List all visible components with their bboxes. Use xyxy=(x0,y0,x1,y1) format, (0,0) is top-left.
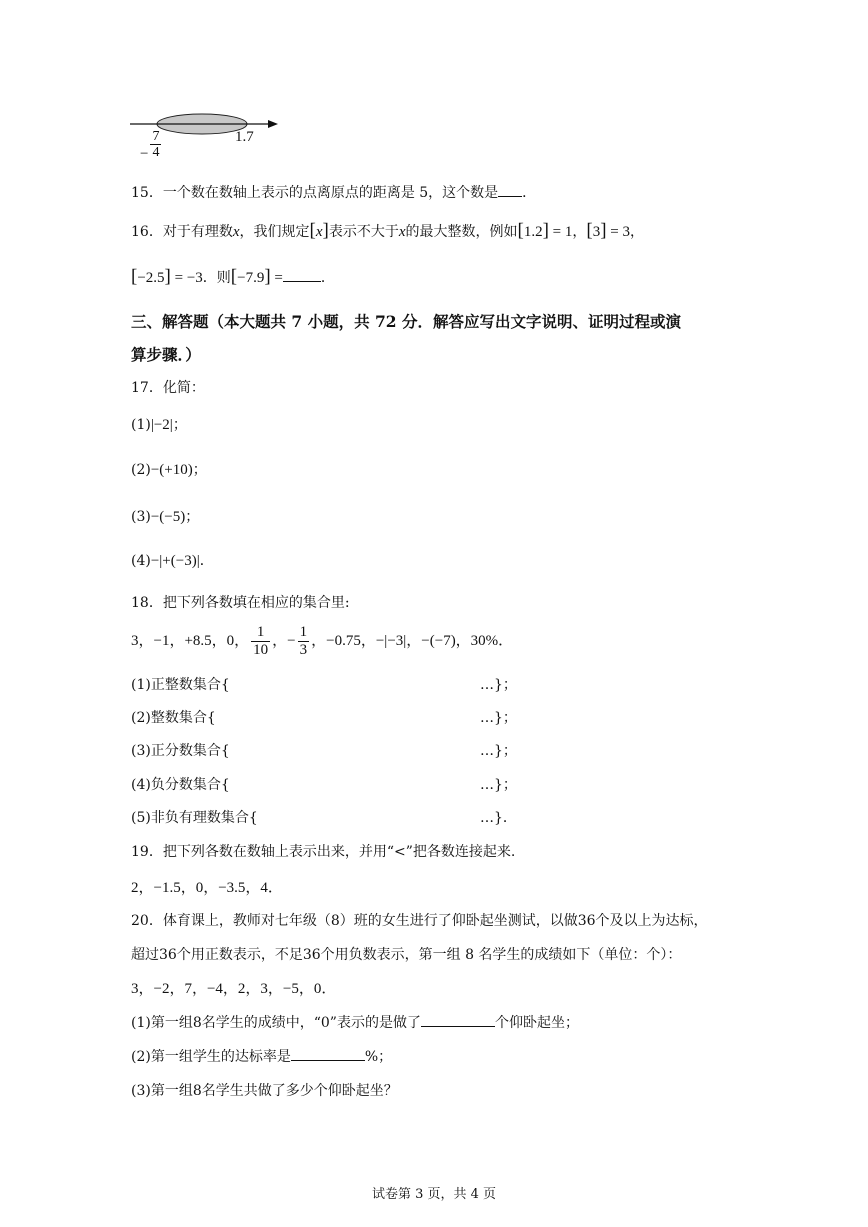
left-endpoint-label: − $\frac{7}{4}$ xyxy=(140,129,160,163)
set-negative-fractions-end: …}； xyxy=(480,777,517,793)
question-16-line1: 16．对于有理数x，我们规定[x]表示不大于x的最大整数，例如[1.2] = 1，[3] = 3， xyxy=(131,220,644,241)
question-18-title: 18．把下列各数填在相应的集合里: xyxy=(131,595,350,611)
set-positive-fractions: (3)正分数集合{ xyxy=(131,743,230,759)
question-20-part2: (2)第一组学生的达标率是 %； xyxy=(131,1046,392,1066)
right-endpoint-label: 1.7 xyxy=(235,129,254,145)
fraction-1-3: $\frac{1}{3}$ xyxy=(299,624,308,658)
question-17-part3: (3)−(−5)； xyxy=(131,509,200,525)
page-footer: 试卷第 3 页，共 4 页 xyxy=(371,1187,497,1202)
question-20-line1: 20．体育课上，教师对七年级（8）班的女生进行了仰卧起坐测试，以做36个及以上为达标， xyxy=(131,913,708,929)
question-19-title: 19．把下列各数在数轴上表示出来，并用“<”把各数连接起来. xyxy=(131,844,516,860)
question-16-line2: [−2.5] = −3．则[−7.9] = ． xyxy=(131,266,335,287)
set-positive-integers-end: …}； xyxy=(480,677,517,693)
question-20-part3: (3)第一组8名学生共做了多少个仰卧起坐？ xyxy=(131,1083,398,1099)
section-3-header-line1: 三、解答题（本大题共 7 小题，共 72 分．解答应写出文字说明、证明过程或演 xyxy=(131,312,681,331)
question-20-numbers: 3，−2，7，−4，2，3，−5，0． xyxy=(131,981,337,997)
answer-blank-16[interactable] xyxy=(283,267,321,282)
question-15-text: 15．一个数在数轴上表示的点离原点的距离是 5，这个数是 xyxy=(131,185,499,201)
set-positive-fractions-end: …}； xyxy=(480,743,517,759)
answer-blank-15[interactable] xyxy=(498,182,522,197)
fraction-1-10: $\frac{1}{10}$ xyxy=(253,624,269,658)
question-17-part2: (2)−(+10)； xyxy=(131,462,207,478)
set-nonnegative-rationals-end: …}． xyxy=(480,810,517,826)
answer-blank-20-2[interactable] xyxy=(291,1046,365,1061)
question-20-line2: 超过36个用正数表示，不足36个用负数表示，第一组 8 名学生的成绩如下（单位：个）： xyxy=(131,947,682,963)
question-18-numbers: 3，−1，+8.5，0， $\frac{1}{10}$ ，− $\frac{1}{3}$ ，−0.75，−|−3|，−(−7)，30%． xyxy=(131,624,514,658)
section-3-header-line2: 算步骤．） xyxy=(131,345,201,364)
set-positive-integers: (1)正整数集合{ xyxy=(131,677,230,693)
answer-blank-20-1[interactable] xyxy=(421,1012,495,1027)
question-17-part1: (1)|−2|； xyxy=(131,417,187,433)
set-integers: (2)整数集合{ xyxy=(131,710,216,726)
question-17-part4: (4)−|+(−3)|． xyxy=(131,553,214,569)
set-nonnegative-rationals: (5)非负有理数集合{ xyxy=(131,810,258,826)
question-17-title: 17．化简： xyxy=(131,380,205,396)
question-20-part1: (1)第一组8名学生的成绩中，“0”表示的是做了 个仰卧起坐； xyxy=(131,1012,579,1032)
number-line-figure xyxy=(128,108,288,168)
question-19-numbers: 2，−1.5，0，−3.5，4． xyxy=(131,880,283,896)
question-15: 15．一个数在数轴上表示的点离原点的距离是 5，这个数是 ． xyxy=(131,182,536,202)
axis-arrow-icon xyxy=(268,120,278,128)
set-negative-fractions: (4)负分数集合{ xyxy=(131,777,230,793)
set-integers-end: …}； xyxy=(480,710,517,726)
